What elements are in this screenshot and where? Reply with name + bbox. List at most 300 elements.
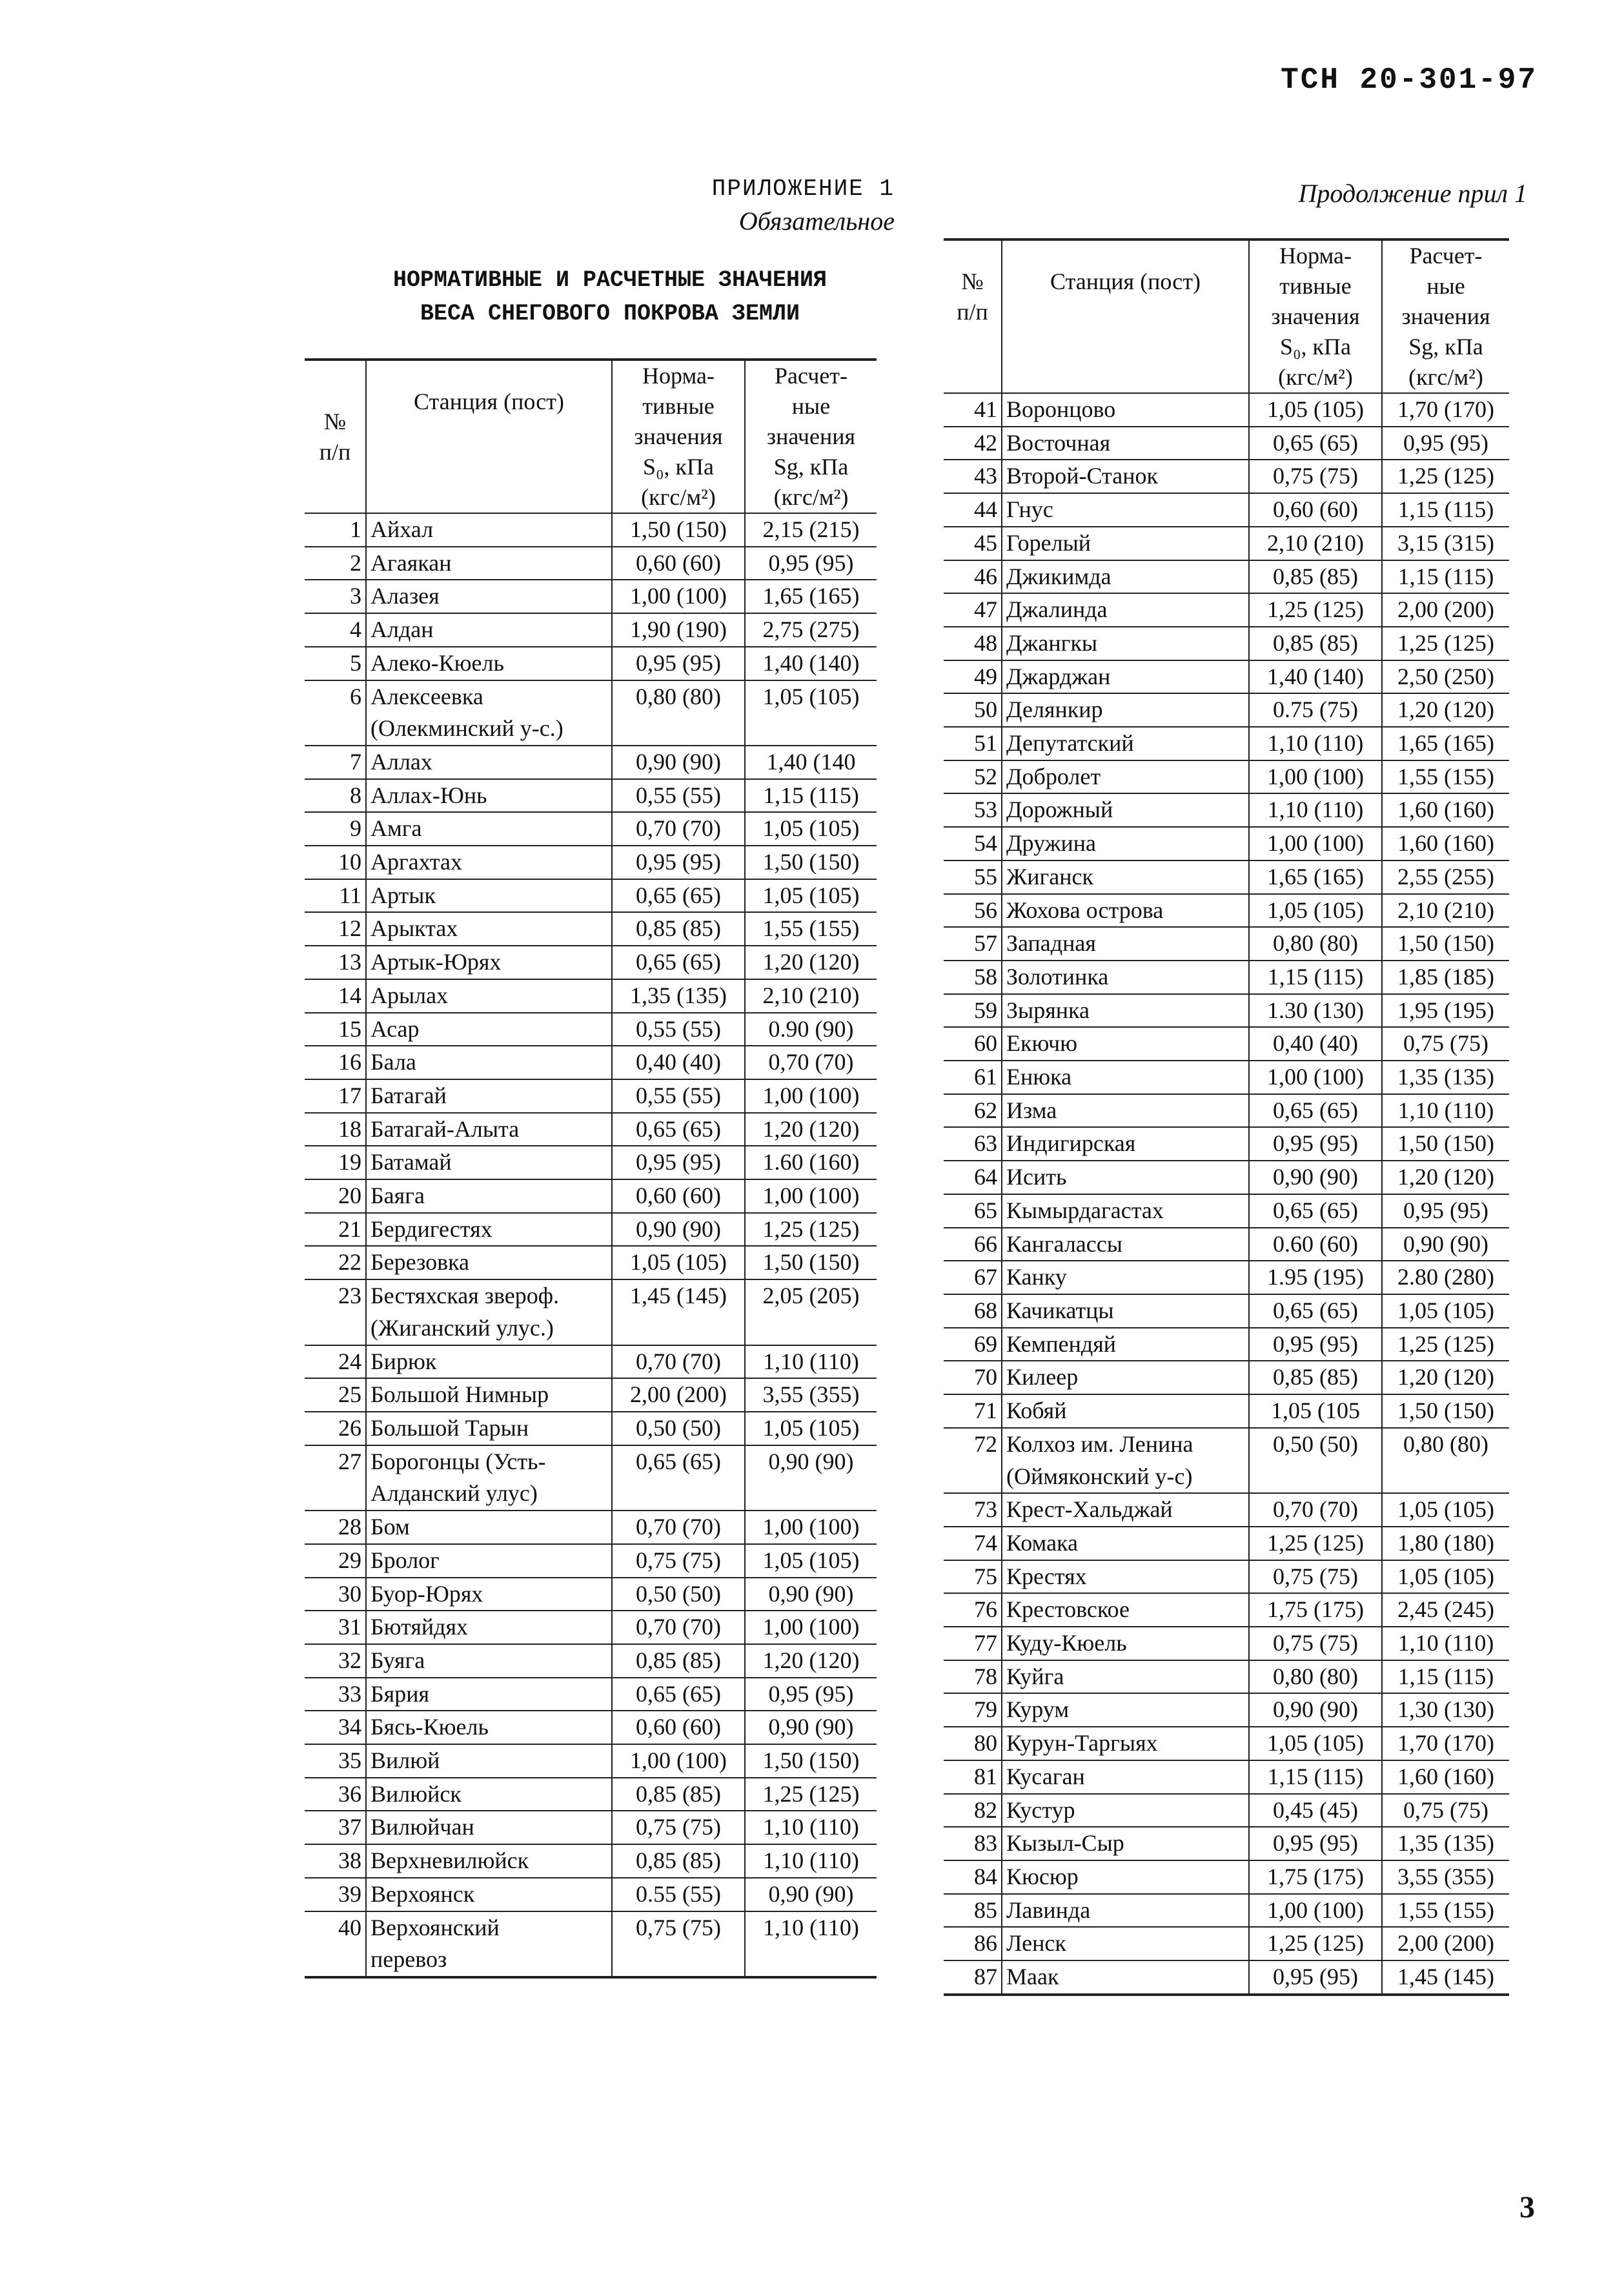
station-name: Джалинда bbox=[1002, 593, 1249, 627]
row-number: 16 bbox=[305, 1046, 366, 1079]
station-name: Бярия bbox=[366, 1678, 612, 1711]
design-value: 1,65 (165) bbox=[745, 580, 877, 613]
row-number: 61 bbox=[944, 1061, 1002, 1094]
station-name: Джангкы bbox=[1002, 627, 1249, 660]
station-name: Добролет bbox=[1002, 760, 1249, 794]
station-name: Бердигестях bbox=[366, 1213, 612, 1247]
normative-value: 0.60 (60) bbox=[1249, 1228, 1382, 1261]
station-name: Большой Нимныр bbox=[366, 1378, 612, 1412]
design-value: 0,95 (95) bbox=[745, 1678, 877, 1711]
table-row bbox=[944, 1394, 1509, 1428]
station-name: Буор-Юрях bbox=[366, 1578, 612, 1611]
row-number: 42 bbox=[944, 427, 1002, 460]
design-value: 1,50 (150) bbox=[1382, 1394, 1509, 1428]
normative-value: 0,75 (75) bbox=[1249, 1560, 1382, 1594]
design-value: 1,45 (145) bbox=[1382, 1960, 1509, 1995]
station-name: Вилюй bbox=[366, 1744, 612, 1778]
normative-value: 1,35 (135) bbox=[612, 979, 745, 1013]
station-name: Кусаган bbox=[1002, 1760, 1249, 1794]
station-name: Большой Тарын bbox=[366, 1412, 612, 1445]
appendix-note: Обязательное bbox=[738, 207, 895, 236]
row-number: 71 bbox=[944, 1394, 1002, 1428]
normative-value: 1,65 (165) bbox=[1249, 860, 1382, 894]
column-header-number: № п/п bbox=[305, 360, 366, 513]
row-number: 56 bbox=[944, 894, 1002, 928]
design-value: 1,25 (125) bbox=[1382, 627, 1509, 660]
row-number: 8 bbox=[305, 779, 366, 813]
table-row bbox=[944, 1194, 1509, 1228]
design-value: 1,05 (105) bbox=[1382, 1560, 1509, 1594]
station-name: Восточная bbox=[1002, 427, 1249, 460]
station-name: Алеко-Кюель bbox=[366, 647, 612, 680]
table-row bbox=[944, 1827, 1509, 1860]
table-row bbox=[944, 1560, 1509, 1594]
station-name: Куйга bbox=[1002, 1660, 1249, 1694]
station-name: Аллах-Юнь bbox=[366, 779, 612, 813]
row-number: 77 bbox=[944, 1627, 1002, 1660]
continuation-note: Продолжение прил 1 bbox=[1298, 179, 1527, 208]
row-number: 44 bbox=[944, 493, 1002, 527]
station-name: Бестяхская звероф. (Жиганский улус.) bbox=[366, 1279, 612, 1345]
station-name: Дружина bbox=[1002, 827, 1249, 860]
design-value: 1,55 (155) bbox=[1382, 1894, 1509, 1928]
normative-value: 0,40 (40) bbox=[612, 1046, 745, 1079]
station-name: Березовка bbox=[366, 1246, 612, 1279]
station-name: Гнус bbox=[1002, 493, 1249, 527]
design-value: 1,10 (110) bbox=[1382, 1627, 1509, 1660]
row-number: 13 bbox=[305, 946, 366, 979]
station-name: Куду-Кюель bbox=[1002, 1627, 1249, 1660]
row-number: 58 bbox=[944, 961, 1002, 994]
row-number: 11 bbox=[305, 879, 366, 913]
design-value: 1,35 (135) bbox=[1382, 1061, 1509, 1094]
normative-value: 0,75 (75) bbox=[612, 1911, 745, 1977]
design-value: 1,10 (110) bbox=[1382, 1094, 1509, 1128]
table-row bbox=[944, 994, 1509, 1028]
row-number: 45 bbox=[944, 527, 1002, 560]
page-number: 3 bbox=[1519, 2190, 1535, 2224]
row-number: 47 bbox=[944, 593, 1002, 627]
table-row bbox=[944, 1294, 1509, 1328]
station-name: Воронцово bbox=[1002, 393, 1249, 427]
station-name: Алдан bbox=[366, 613, 612, 647]
normative-value: 1,15 (115) bbox=[1249, 1760, 1382, 1794]
table-row bbox=[944, 1527, 1509, 1560]
station-name: Исить bbox=[1002, 1161, 1249, 1194]
station-name: Верхоянск bbox=[366, 1878, 612, 1911]
design-value: 1,50 (150) bbox=[745, 1246, 877, 1279]
station-name: Джикимда bbox=[1002, 560, 1249, 594]
normative-value: 0,65 (65) bbox=[612, 879, 745, 913]
snow-load-table-right bbox=[944, 238, 1509, 1996]
row-number: 78 bbox=[944, 1660, 1002, 1694]
table-row bbox=[305, 1013, 877, 1046]
normative-value: 0,80 (80) bbox=[1249, 1660, 1382, 1694]
design-value: 2,00 (200) bbox=[1382, 1927, 1509, 1960]
station-name: Бролог bbox=[366, 1544, 612, 1578]
station-name: Кюсюр bbox=[1002, 1860, 1249, 1894]
table-row bbox=[305, 879, 877, 913]
table-row bbox=[305, 1113, 877, 1146]
table-row bbox=[944, 1493, 1509, 1527]
design-value: 1,15 (115) bbox=[1382, 560, 1509, 594]
normative-value: 0,40 (40) bbox=[1249, 1027, 1382, 1061]
table-row bbox=[305, 513, 877, 547]
table-row bbox=[305, 1345, 877, 1379]
station-name: Вилюйчан bbox=[366, 1811, 612, 1844]
design-value: 1,05 (105) bbox=[1382, 1493, 1509, 1527]
design-value: 2,05 (205) bbox=[745, 1279, 877, 1345]
normative-value: 1,25 (125) bbox=[1249, 593, 1382, 627]
station-name: Курум bbox=[1002, 1693, 1249, 1727]
row-number: 6 bbox=[305, 680, 366, 746]
normative-value: 0,85 (85) bbox=[612, 1778, 745, 1811]
design-value: 1,65 (165) bbox=[1382, 727, 1509, 760]
normative-value: 0,60 (60) bbox=[612, 1179, 745, 1213]
design-value: 2,75 (275) bbox=[745, 613, 877, 647]
station-name: Асар bbox=[366, 1013, 612, 1046]
column-header-design: Расчет- ные значения Sg, кПа (кгс/м²) bbox=[745, 360, 877, 513]
row-number: 14 bbox=[305, 979, 366, 1013]
row-number: 15 bbox=[305, 1013, 366, 1046]
row-number: 5 bbox=[305, 647, 366, 680]
station-name: Западная bbox=[1002, 927, 1249, 961]
station-name: Алексеевка (Олекминский у-с.) bbox=[366, 680, 612, 746]
design-value: 1,10 (110) bbox=[745, 1911, 877, 1977]
station-name: Крест-Хальджай bbox=[1002, 1493, 1249, 1527]
design-value: 1,30 (130) bbox=[1382, 1693, 1509, 1727]
design-value: 2,15 (215) bbox=[745, 513, 877, 547]
row-number: 51 bbox=[944, 727, 1002, 760]
design-value: 1,05 (105) bbox=[745, 879, 877, 913]
row-number: 18 bbox=[305, 1113, 366, 1146]
appendix-label: ПРИЛОЖЕНИЕ 1 bbox=[711, 176, 895, 202]
row-number: 60 bbox=[944, 1027, 1002, 1061]
table-row bbox=[944, 1960, 1509, 1995]
row-number: 53 bbox=[944, 793, 1002, 827]
normative-value: 0,65 (65) bbox=[1249, 1194, 1382, 1228]
column-header-station: Станция (пост) bbox=[1002, 239, 1249, 393]
design-value: 1,15 (115) bbox=[745, 779, 877, 813]
station-name: Кобяй bbox=[1002, 1394, 1249, 1428]
appendix-heading bbox=[712, 173, 895, 238]
station-name: Вилюйск bbox=[366, 1778, 612, 1811]
design-value: 1,20 (120) bbox=[1382, 1361, 1509, 1394]
design-value: 1,05 (105) bbox=[745, 812, 877, 846]
station-name: Батагай-Алыта bbox=[366, 1113, 612, 1146]
normative-value: 1,00 (100) bbox=[612, 580, 745, 613]
normative-value: 0,65 (65) bbox=[612, 1678, 745, 1711]
table-row bbox=[305, 1179, 877, 1213]
station-name: Верхневилюйск bbox=[366, 1844, 612, 1878]
table-row bbox=[305, 1711, 877, 1744]
normative-value: 1,05 (105) bbox=[612, 1246, 745, 1279]
table-row bbox=[305, 746, 877, 779]
row-number: 87 bbox=[944, 1960, 1002, 1995]
column-header-normative: Норма- тивные значения S₀, кПа (кгс/м²) bbox=[1249, 239, 1382, 393]
table-row bbox=[944, 961, 1509, 994]
normative-value: 1,05 (105) bbox=[1249, 1727, 1382, 1760]
normative-value: 1,25 (125) bbox=[1249, 1927, 1382, 1960]
design-value: 0,90 (90) bbox=[745, 1711, 877, 1744]
normative-value: 1,00 (100) bbox=[612, 1744, 745, 1778]
design-value: 2,45 (245) bbox=[1382, 1593, 1509, 1627]
design-value: 1,95 (195) bbox=[1382, 994, 1509, 1028]
table-row bbox=[944, 860, 1509, 894]
row-number: 55 bbox=[944, 860, 1002, 894]
table-row bbox=[944, 1061, 1509, 1094]
table-row bbox=[305, 1678, 877, 1711]
table-row bbox=[305, 1079, 877, 1113]
row-number: 69 bbox=[944, 1328, 1002, 1361]
normative-value: 0,80 (80) bbox=[1249, 927, 1382, 961]
design-value: 1,40 (140) bbox=[745, 647, 877, 680]
normative-value: 1,05 (105 bbox=[1249, 1394, 1382, 1428]
normative-value: 0,60 (60) bbox=[612, 1711, 745, 1744]
normative-value: 1.95 (195) bbox=[1249, 1261, 1382, 1294]
normative-value: 0,65 (65) bbox=[1249, 1094, 1382, 1128]
design-value: 1,25 (125) bbox=[1382, 460, 1509, 493]
station-name: Бютяйдях bbox=[366, 1611, 612, 1644]
column-header-station: Станция (пост) bbox=[366, 360, 612, 513]
row-number: 24 bbox=[305, 1345, 366, 1379]
station-name: Алазея bbox=[366, 580, 612, 613]
design-value: 1,00 (100) bbox=[745, 1611, 877, 1644]
row-number: 62 bbox=[944, 1094, 1002, 1128]
design-value: 1,00 (100) bbox=[745, 1179, 877, 1213]
table-row bbox=[305, 580, 877, 613]
row-number: 3 bbox=[305, 580, 366, 613]
table-row bbox=[305, 1844, 877, 1878]
row-number: 28 bbox=[305, 1511, 366, 1544]
row-number: 9 bbox=[305, 812, 366, 846]
design-value: 1,20 (120) bbox=[745, 946, 877, 979]
normative-value: 1,50 (150) bbox=[612, 513, 745, 547]
station-name: Лавинда bbox=[1002, 1894, 1249, 1928]
design-value: 1,10 (110) bbox=[745, 1345, 877, 1379]
design-value: 2,50 (250) bbox=[1382, 660, 1509, 694]
table-row bbox=[305, 1445, 877, 1511]
normative-value: 1,90 (190) bbox=[612, 613, 745, 647]
normative-value: 0,85 (85) bbox=[612, 1844, 745, 1878]
table-row bbox=[944, 1228, 1509, 1261]
normative-value: 1,75 (175) bbox=[1249, 1593, 1382, 1627]
station-name: Кымырдагастах bbox=[1002, 1194, 1249, 1228]
normative-value: 0,50 (50) bbox=[612, 1578, 745, 1611]
row-number: 39 bbox=[305, 1878, 366, 1911]
normative-value: 0,90 (90) bbox=[612, 1213, 745, 1247]
design-value: 1,05 (105) bbox=[1382, 1294, 1509, 1328]
station-name: Батамай bbox=[366, 1146, 612, 1179]
normative-value: 0,95 (95) bbox=[1249, 1960, 1382, 1995]
row-number: 10 bbox=[305, 846, 366, 879]
station-name: Депутатский bbox=[1002, 727, 1249, 760]
normative-value: 0,95 (95) bbox=[1249, 1127, 1382, 1161]
design-value: 0,75 (75) bbox=[1382, 1027, 1509, 1061]
design-value: 1,40 (140 bbox=[745, 746, 877, 779]
table-row bbox=[944, 660, 1509, 694]
station-name: Арыктах bbox=[366, 912, 612, 946]
row-number: 43 bbox=[944, 460, 1002, 493]
design-value: 2,10 (210) bbox=[1382, 894, 1509, 928]
design-value: 1,80 (180) bbox=[1382, 1527, 1509, 1560]
design-value: 2.80 (280) bbox=[1382, 1261, 1509, 1294]
row-number: 80 bbox=[944, 1727, 1002, 1760]
design-value: 1,05 (105) bbox=[745, 680, 877, 746]
station-name: Аллах bbox=[366, 746, 612, 779]
table-row bbox=[305, 547, 877, 580]
normative-value: 2,10 (210) bbox=[1249, 527, 1382, 560]
normative-value: 0,70 (70) bbox=[612, 812, 745, 846]
normative-value: 1,10 (110) bbox=[1249, 727, 1382, 760]
normative-value: 0,60 (60) bbox=[1249, 493, 1382, 527]
design-value: 3,55 (355) bbox=[1382, 1860, 1509, 1894]
table-row bbox=[305, 1778, 877, 1811]
row-number: 70 bbox=[944, 1361, 1002, 1394]
station-name: Изма bbox=[1002, 1094, 1249, 1128]
design-value: 0,95 (95) bbox=[1382, 1194, 1509, 1228]
design-value: 0,90 (90) bbox=[745, 1445, 877, 1511]
normative-value: 0,90 (90) bbox=[612, 746, 745, 779]
row-number: 19 bbox=[305, 1146, 366, 1179]
table-row bbox=[305, 1911, 877, 1977]
row-number: 59 bbox=[944, 994, 1002, 1028]
row-number: 33 bbox=[305, 1678, 366, 1711]
row-number: 76 bbox=[944, 1593, 1002, 1627]
design-value: 3,55 (355) bbox=[745, 1378, 877, 1412]
table-row bbox=[944, 1794, 1509, 1827]
normative-value: 0.55 (55) bbox=[612, 1878, 745, 1911]
normative-value: 0,60 (60) bbox=[612, 547, 745, 580]
normative-value: 0,70 (70) bbox=[612, 1611, 745, 1644]
table-row bbox=[305, 1578, 877, 1611]
normative-value: 0,75 (75) bbox=[612, 1811, 745, 1844]
station-name: Кустур bbox=[1002, 1794, 1249, 1827]
normative-value: 1,05 (105) bbox=[1249, 894, 1382, 928]
table-row bbox=[305, 1644, 877, 1678]
design-value: 0,90 (90) bbox=[1382, 1228, 1509, 1261]
design-value: 1,60 (160) bbox=[1382, 1760, 1509, 1794]
row-number: 27 bbox=[305, 1445, 366, 1511]
normative-value: 1,15 (115) bbox=[1249, 961, 1382, 994]
design-value: 0,90 (90) bbox=[745, 1578, 877, 1611]
design-value: 0,75 (75) bbox=[1382, 1794, 1509, 1827]
normative-value: 1,10 (110) bbox=[1249, 793, 1382, 827]
row-number: 48 bbox=[944, 627, 1002, 660]
normative-value: 0,50 (50) bbox=[1249, 1428, 1382, 1493]
title-line-1: НОРМАТИВНЫЕ И РАСЧЕТНЫЕ ЗНАЧЕНИЯ bbox=[392, 267, 827, 293]
row-number: 35 bbox=[305, 1744, 366, 1778]
row-number: 68 bbox=[944, 1294, 1002, 1328]
table-row bbox=[305, 979, 877, 1013]
design-value: 0,95 (95) bbox=[1382, 427, 1509, 460]
design-value: 1,35 (135) bbox=[1382, 1827, 1509, 1860]
row-number: 81 bbox=[944, 1760, 1002, 1794]
normative-value: 0,95 (95) bbox=[612, 647, 745, 680]
table-row bbox=[305, 1811, 877, 1844]
normative-value: 0,65 (65) bbox=[1249, 427, 1382, 460]
row-number: 7 bbox=[305, 746, 366, 779]
design-value: 2,00 (200) bbox=[1382, 593, 1509, 627]
table-row bbox=[305, 912, 877, 946]
station-name: Крестях bbox=[1002, 1560, 1249, 1594]
table-header-row bbox=[944, 239, 1509, 393]
table-row bbox=[944, 1760, 1509, 1794]
row-number: 49 bbox=[944, 660, 1002, 694]
table-row bbox=[944, 727, 1509, 760]
station-name: Джарджан bbox=[1002, 660, 1249, 694]
design-value: 0.90 (90) bbox=[745, 1013, 877, 1046]
table-row bbox=[305, 680, 877, 746]
normative-value: 1,00 (100) bbox=[1249, 1061, 1382, 1094]
design-value: 1,60 (160) bbox=[1382, 793, 1509, 827]
table-row bbox=[944, 1428, 1509, 1493]
normative-value: 0,85 (85) bbox=[1249, 1361, 1382, 1394]
design-value: 1,25 (125) bbox=[745, 1778, 877, 1811]
table-row bbox=[944, 460, 1509, 493]
table-row bbox=[944, 1693, 1509, 1727]
normative-value: 1,00 (100) bbox=[1249, 827, 1382, 860]
station-name: Комака bbox=[1002, 1527, 1249, 1560]
normative-value: 0,50 (50) bbox=[612, 1412, 745, 1445]
design-value: 1,20 (120) bbox=[1382, 693, 1509, 727]
normative-value: 1,40 (140) bbox=[1249, 660, 1382, 694]
column-header-number: № п/п bbox=[944, 239, 1002, 393]
normative-value: 0,85 (85) bbox=[1249, 627, 1382, 660]
normative-value: 2,00 (200) bbox=[612, 1378, 745, 1412]
normative-value: 0,90 (90) bbox=[1249, 1693, 1382, 1727]
row-number: 85 bbox=[944, 1894, 1002, 1928]
table-body-right bbox=[944, 393, 1509, 1995]
normative-value: 0,55 (55) bbox=[612, 779, 745, 813]
row-number: 12 bbox=[305, 912, 366, 946]
station-name: Баяга bbox=[366, 1179, 612, 1213]
row-number: 65 bbox=[944, 1194, 1002, 1228]
table-row bbox=[944, 593, 1509, 627]
table-row bbox=[944, 693, 1509, 727]
normative-value: 0,75 (75) bbox=[612, 1544, 745, 1578]
station-name: Дорожный bbox=[1002, 793, 1249, 827]
table-row bbox=[944, 493, 1509, 527]
table-row bbox=[305, 1378, 877, 1412]
normative-value: 1.30 (130) bbox=[1249, 994, 1382, 1028]
station-name: Маак bbox=[1002, 1960, 1249, 1995]
row-number: 57 bbox=[944, 927, 1002, 961]
row-number: 25 bbox=[305, 1378, 366, 1412]
table-row bbox=[305, 946, 877, 979]
station-name: Кемпендяй bbox=[1002, 1328, 1249, 1361]
table-row bbox=[944, 1361, 1509, 1394]
design-value: 1,20 (120) bbox=[745, 1644, 877, 1678]
design-value: 1,15 (115) bbox=[1382, 493, 1509, 527]
row-number: 4 bbox=[305, 613, 366, 647]
normative-value: 1,00 (100) bbox=[1249, 760, 1382, 794]
row-number: 26 bbox=[305, 1412, 366, 1445]
table-row bbox=[305, 846, 877, 879]
design-value: 1,85 (185) bbox=[1382, 961, 1509, 994]
snow-load-table-left bbox=[305, 358, 877, 1979]
design-value: 1,50 (150) bbox=[745, 846, 877, 879]
row-number: 1 bbox=[305, 513, 366, 547]
table-body-left bbox=[305, 513, 877, 1977]
design-value: 1.60 (160) bbox=[745, 1146, 877, 1179]
station-name: Батагай bbox=[366, 1079, 612, 1113]
design-value: 1,15 (115) bbox=[1382, 1660, 1509, 1694]
station-name: Ленск bbox=[1002, 1927, 1249, 1960]
row-number: 40 bbox=[305, 1911, 366, 1977]
station-name: Золотинка bbox=[1002, 961, 1249, 994]
table-row bbox=[944, 1593, 1509, 1627]
